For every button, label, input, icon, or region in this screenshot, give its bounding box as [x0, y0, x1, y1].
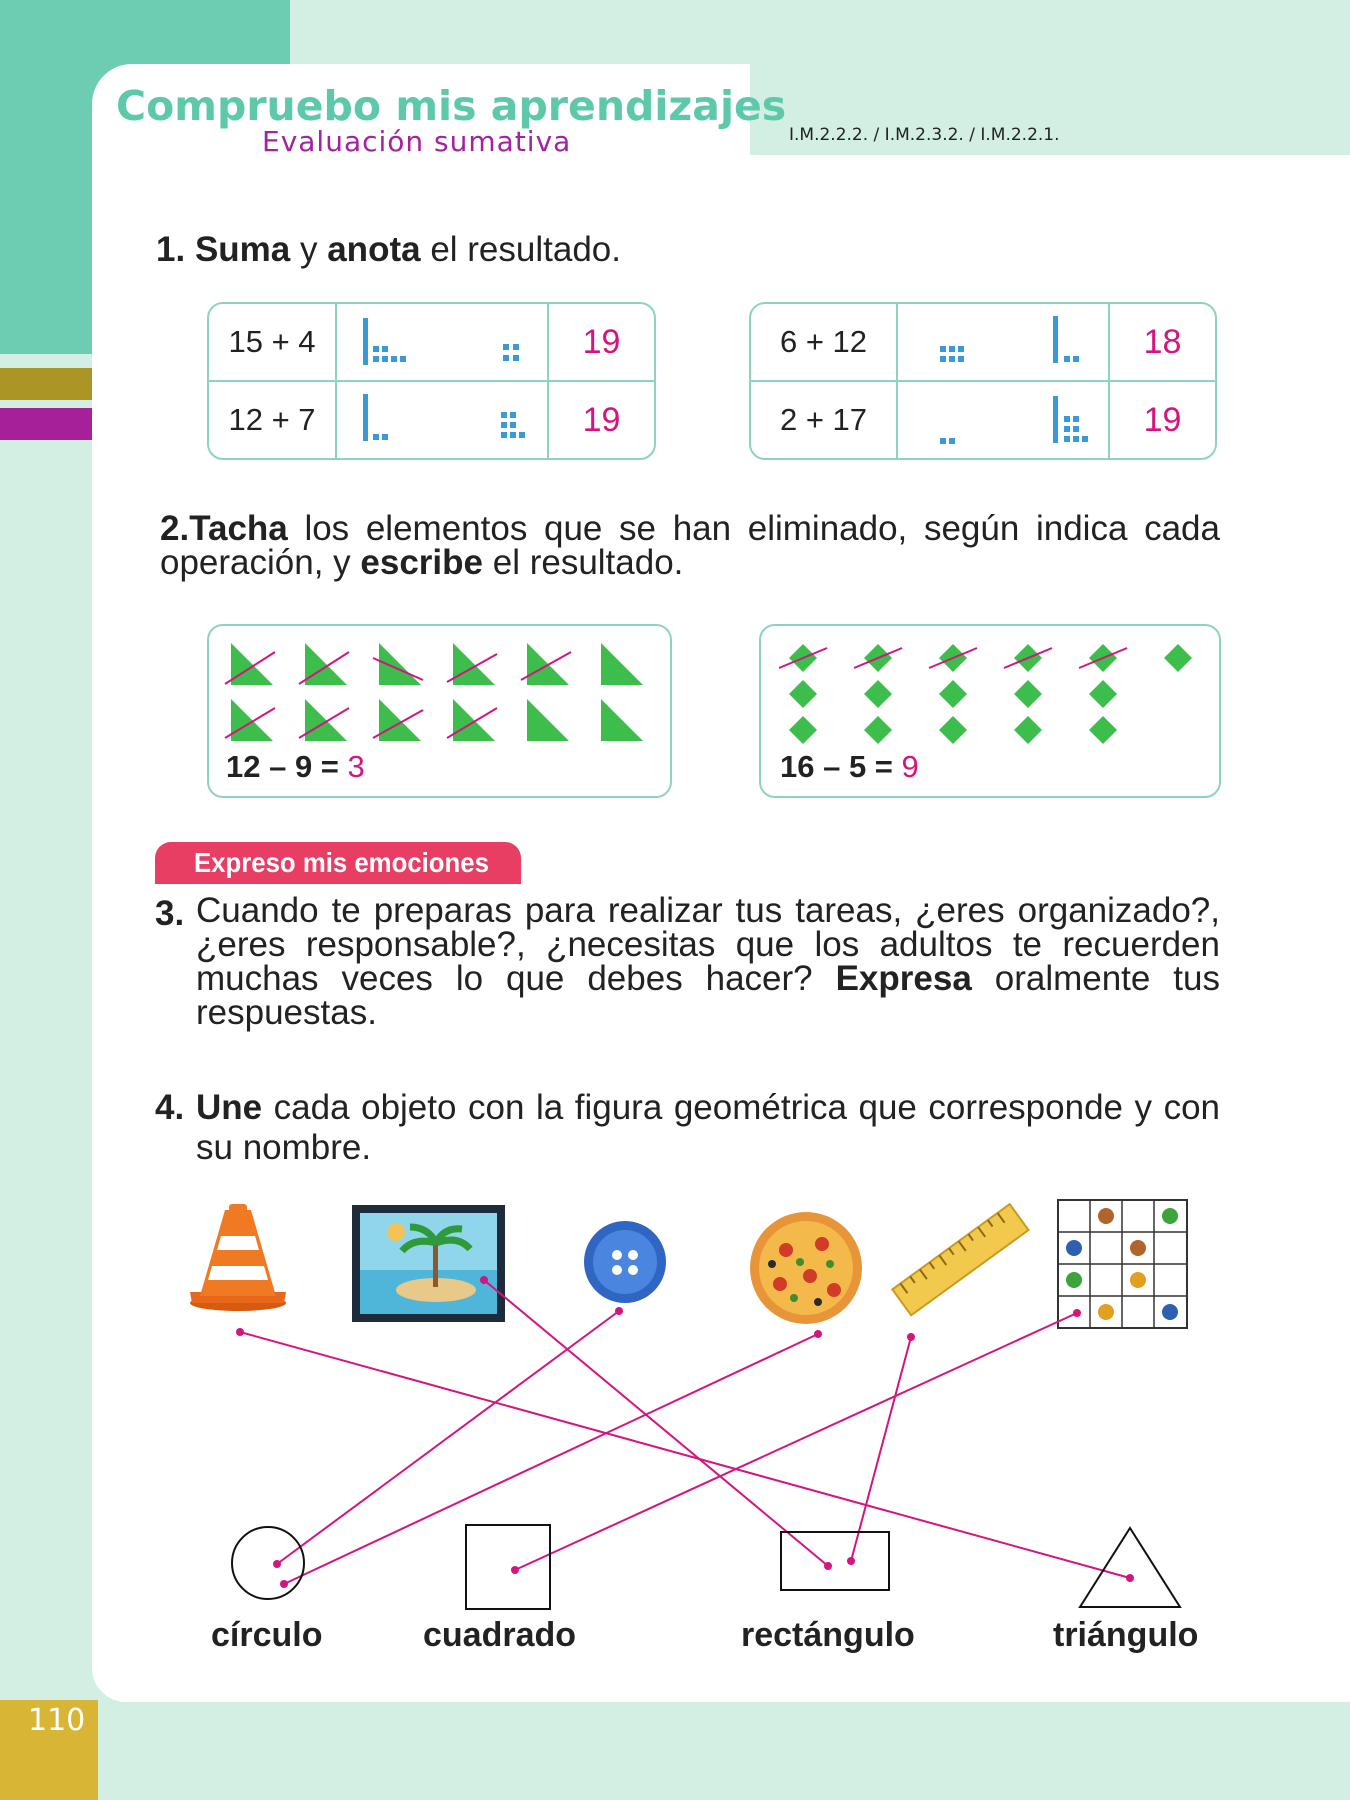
- match-line-ruler-rectangle: [851, 1337, 911, 1561]
- result-cell[interactable]: 18: [1110, 304, 1215, 382]
- q3-text: Cuando te preparas para realizar tus tareas, ¿eres organizado?, ¿eres responsable?, ¿necesitas que los adultos te recuerden muchas veces lo que debes hacer?: [196, 891, 1220, 998]
- q2-text1: los elementos que se han eliminado, según indica cada operación, y: [160, 509, 1220, 582]
- expression-cell: 2 + 17: [751, 382, 898, 458]
- expression-cell: 6 + 12: [751, 304, 898, 382]
- q2-verb-escribe: escribe: [360, 543, 483, 582]
- result-cell[interactable]: 19: [1143, 400, 1182, 439]
- page-title: Compruebo mis aprendizajes: [116, 82, 787, 130]
- q1-verb-anota: anota: [327, 230, 421, 269]
- circle-shape[interactable]: [232, 1527, 304, 1599]
- result-cell[interactable]: 19: [549, 304, 654, 382]
- q1-number: 1.: [156, 230, 186, 269]
- match-line-button-circle: [277, 1311, 619, 1564]
- indicator-codes: I.M.2.2.2. / I.M.2.3.2. / I.M.2.2.1.: [789, 125, 1060, 145]
- matching-lines: [240, 1280, 1130, 1584]
- traffic-cone-icon[interactable]: [190, 1204, 286, 1311]
- q1-rest: el resultado.: [430, 230, 621, 269]
- page-subtitle: Evaluación sumativa: [262, 125, 572, 158]
- result-cell[interactable]: 19: [582, 400, 621, 439]
- ruler-icon[interactable]: [892, 1204, 1028, 1315]
- q4-verb-une: Une: [196, 1088, 263, 1127]
- label-rectangulo: rectángulo: [741, 1616, 915, 1654]
- q2-verb-tacha: Tacha: [189, 509, 288, 548]
- button-icon[interactable]: [584, 1221, 666, 1303]
- q4-number-text: 4.: [155, 1088, 185, 1127]
- q3-number-text: 3.: [155, 894, 185, 933]
- answer[interactable]: 9: [901, 749, 919, 784]
- q3-verb-expresa: Expresa: [835, 959, 972, 998]
- emotions-tab-label: Expreso mis emociones: [194, 847, 489, 878]
- match-line-picture-rectangle: [484, 1280, 828, 1566]
- q1-verb-suma: Suma: [194, 230, 291, 269]
- square-grid-icon[interactable]: [1058, 1200, 1187, 1328]
- framed-picture-icon[interactable]: [352, 1205, 505, 1322]
- q3-rest: oralmente tus respuestas.: [196, 959, 1220, 1032]
- q1-connector: y: [299, 230, 318, 269]
- page-number: 110: [28, 1703, 86, 1738]
- square-shape[interactable]: [466, 1525, 550, 1609]
- expression-cell: 15 + 4: [209, 304, 337, 382]
- pizza-icon[interactable]: [750, 1212, 862, 1324]
- expression-cell: 12 + 7: [209, 382, 337, 458]
- operation: 12 – 9 =: [226, 749, 339, 784]
- q2-text2: el resultado.: [492, 543, 684, 582]
- label-cuadrado: cuadrado: [423, 1616, 577, 1654]
- answer[interactable]: 3: [347, 749, 365, 784]
- q2-number: 2.: [160, 509, 190, 548]
- operation: 16 – 5 =: [780, 749, 893, 784]
- label-circulo: círculo: [211, 1616, 323, 1654]
- label-triangulo: triángulo: [1053, 1616, 1199, 1654]
- q4-text: cada objeto con la figura geométrica que corresponde y con su nombre.: [196, 1088, 1220, 1167]
